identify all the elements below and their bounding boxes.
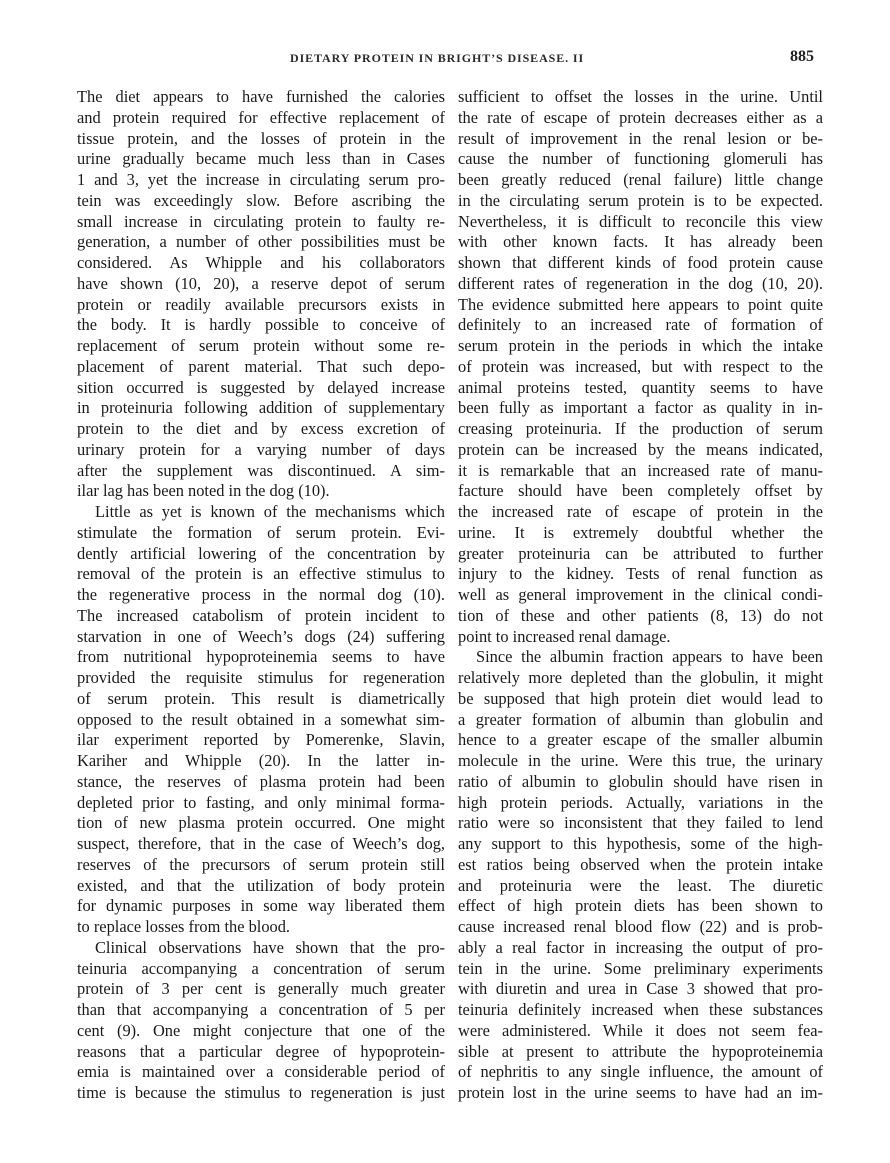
text-line: sition occurred is suggested by delayed increase: [77, 377, 445, 397]
text-line: teinuria definitely increased when these substances: [458, 1000, 823, 1019]
text-line: cause increased renal blood flow (22) and is prob-: [458, 917, 823, 936]
text-line: shown that different kinds of food protein cause: [458, 253, 823, 272]
text-line: and proteinuria were the least. The diuretic: [458, 875, 823, 895]
text-line: greater proteinuria can be attributed to further: [458, 543, 823, 563]
text-line: result of improvement in the renal lesion or be-: [458, 128, 823, 148]
text-line: protein of 3 per cent is generally much greater: [77, 979, 445, 999]
text-line: tion of these and other patients (8, 13) do not: [458, 605, 823, 625]
text-line: in proteinuria following addition of supplementary: [77, 398, 445, 418]
text-line: depleted prior to fasting, and only minimal forma-: [77, 792, 445, 812]
text-line: replacement of serum protein without some re-: [77, 336, 445, 355]
text-line: est ratios being observed when the protein intake: [458, 854, 823, 874]
text-line: cause the number of functioning glomeruli has: [458, 149, 823, 169]
text-line: for dynamic purposes in some way liberated them: [77, 896, 445, 916]
text-line: well as general improvement in the clinical condi-: [458, 585, 823, 604]
text-line: sufficient to offset the losses in the urine. Until: [458, 87, 823, 106]
text-line: have shown (10, 20), a reserve depot of serum: [77, 273, 445, 293]
text-line: opposed to the result obtained in a somewhat sim-: [77, 709, 445, 729]
text-line: tissue protein, and the losses of protein in the: [77, 128, 445, 148]
text-line: Kariher and Whipple (20). In the latter in-: [77, 751, 445, 770]
text-line: removal of the protein is an effective stimulus to: [77, 564, 445, 584]
text-line: generation, a number of other possibilities must be: [77, 232, 445, 252]
text-line: the rate of escape of protein decreases either as a: [458, 107, 823, 127]
text-line: of serum protein. This result is diametrically: [77, 688, 445, 708]
text-line: the regenerative process in the normal dog (10).: [77, 585, 445, 604]
text-line: The diet appears to have furnished the calories: [77, 87, 445, 106]
text-line: teinuria accompanying a concentration of serum: [77, 958, 445, 978]
text-line: any support to this hypothesis, some of the high-: [458, 834, 823, 853]
text-line: tion of new plasma protein occurred. One might: [77, 813, 445, 833]
text-line: 1 and 3, yet the increase in circulating serum pro-: [77, 170, 445, 189]
text-line: point to increased renal damage.: [458, 626, 671, 646]
text-line: with diuretin and urea in Case 3 showed that pro-: [458, 979, 823, 999]
text-line: of nephritis to any single influence, the amount of: [458, 1062, 823, 1082]
text-line: than that accompanying a concentration of 5 per: [77, 1000, 445, 1019]
text-line: suspect, therefore, that in the case of Weech’s dog,: [77, 834, 445, 853]
right-text-column: [458, 87, 823, 1104]
text-line: to replace losses from the blood.: [77, 917, 291, 936]
text-line: with other known facts. It has already been: [458, 232, 823, 252]
text-line: ilar experiment reported by Pomerenke, Slavin,: [77, 730, 445, 750]
paragraph-first-line: Clinical observations have shown that the pro-: [95, 937, 445, 957]
text-line: been greatly reduced (renal failure) little change: [458, 170, 823, 189]
text-line: protein can be increased by the means indicated,: [458, 439, 823, 459]
text-line: effect of high protein diets has been shown to: [458, 896, 823, 916]
text-line: urine. It is extremely doubtful whether the: [458, 522, 823, 542]
text-line: reserves of the precursors of serum protein still: [77, 854, 445, 874]
text-line: existed, and that the utilization of body protein: [77, 875, 445, 895]
text-line: it is remarkable that an increased rate of manu-: [458, 460, 823, 480]
text-line: definitely to an increased rate of formation of: [458, 315, 823, 335]
text-line: ratio of albumin to globulin should have risen in: [458, 771, 823, 791]
paragraph-first-line: Since the albumin fraction appears to have been: [476, 647, 823, 667]
text-line: small increase in circulating protein to faulty re-: [77, 211, 445, 231]
left-text-column: [77, 87, 445, 1104]
text-line: ilar lag has been noted in the dog (10).: [77, 481, 330, 501]
text-line: The increased catabolism of protein incident to: [77, 605, 445, 625]
page-number: 885: [790, 48, 814, 65]
running-title: DIETARY PROTEIN IN BRIGHT’S DISEASE. II: [290, 51, 585, 65]
text-line: protein lost in the urine seems to have had an im-: [458, 1083, 823, 1102]
text-line: serum protein in the periods in which the intake: [458, 336, 823, 355]
text-line: provided the requisite stimulus for regeneration: [77, 668, 445, 687]
text-line: been fully as important a factor as quality in in-: [458, 398, 823, 418]
text-line: were administered. While it does not seem fea-: [458, 1020, 823, 1040]
text-line: in the circulating serum protein is to be expected.: [458, 190, 823, 210]
text-line: creasing proteinuria. If the production of serum: [458, 419, 823, 438]
text-line: ratio were so inconsistent that they failed to lend: [458, 813, 823, 833]
text-line: dently artificial lowering of the concentration by: [77, 543, 445, 563]
text-line: urinary protein for a varying number of days: [77, 439, 445, 459]
text-line: after the supplement was discontinued. A sim-: [77, 460, 445, 480]
text-line: protein to the diet and by excess excretion of: [77, 419, 445, 438]
text-line: the body. It is hardly possible to conceive of: [77, 315, 445, 335]
text-line: animal proteins tested, quantity seems to have: [458, 377, 823, 397]
text-line: facture should have been completely offset by: [458, 481, 823, 501]
paragraph-first-line: Little as yet is known of the mechanisms which: [95, 502, 445, 521]
text-line: hence to a greater escape of the smaller albumin: [458, 730, 823, 750]
text-line: relatively more depleted than the globulin, it might: [458, 668, 823, 687]
text-line: considered. As Whipple and his collaborators: [77, 253, 445, 272]
text-line: stance, the reserves of plasma protein had been: [77, 771, 445, 791]
text-line: high protein periods. Actually, variations in the: [458, 792, 823, 812]
text-line: tein was exceedingly slow. Before ascribing the: [77, 190, 445, 210]
running-header: [0, 48, 890, 73]
text-line: be supposed that high protein diet would lead to: [458, 688, 823, 708]
text-line: emia is maintained over a considerable period of: [77, 1062, 445, 1082]
text-line: tein in the urine. Some preliminary experiments: [458, 958, 823, 978]
text-line: a greater formation of albumin than globulin and: [458, 709, 823, 729]
text-line: reasons that a particular degree of hypoprotein-: [77, 1041, 445, 1061]
text-line: stimulate the formation of serum protein. Evi-: [77, 522, 445, 542]
text-line: ably a real factor in increasing the output of pro-: [458, 937, 823, 957]
text-line: from nutritional hypoproteinemia seems to have: [77, 647, 445, 667]
text-line: cent (9). One might conjecture that one of the: [77, 1020, 445, 1040]
text-line: the increased rate of escape of protein in the: [458, 502, 823, 521]
text-line: The evidence submitted here appears to point quite: [458, 294, 823, 314]
text-line: molecule in the urine. Were this true, the urinary: [458, 751, 823, 770]
text-line: and protein required for effective replacement of: [77, 107, 445, 127]
text-line: injury to the kidney. Tests of renal function as: [458, 564, 823, 584]
text-line: time is because the stimulus to regeneration is just: [77, 1083, 445, 1102]
text-line: of protein was increased, but with respect to the: [458, 356, 823, 376]
text-line: Nevertheless, it is difficult to reconcile this view: [458, 211, 823, 231]
text-line: sible at present to attribute the hypoproteinemia: [458, 1041, 823, 1061]
text-line: starvation in one of Weech’s dogs (24) suffering: [77, 626, 445, 646]
text-line: placement of parent material. That such depo-: [77, 356, 445, 376]
text-line: different rates of regeneration in the dog (10, 20).: [458, 273, 823, 293]
text-line: protein or readily available precursors exists in: [77, 294, 445, 314]
text-line: urine gradually became much less than in Cases: [77, 149, 445, 169]
